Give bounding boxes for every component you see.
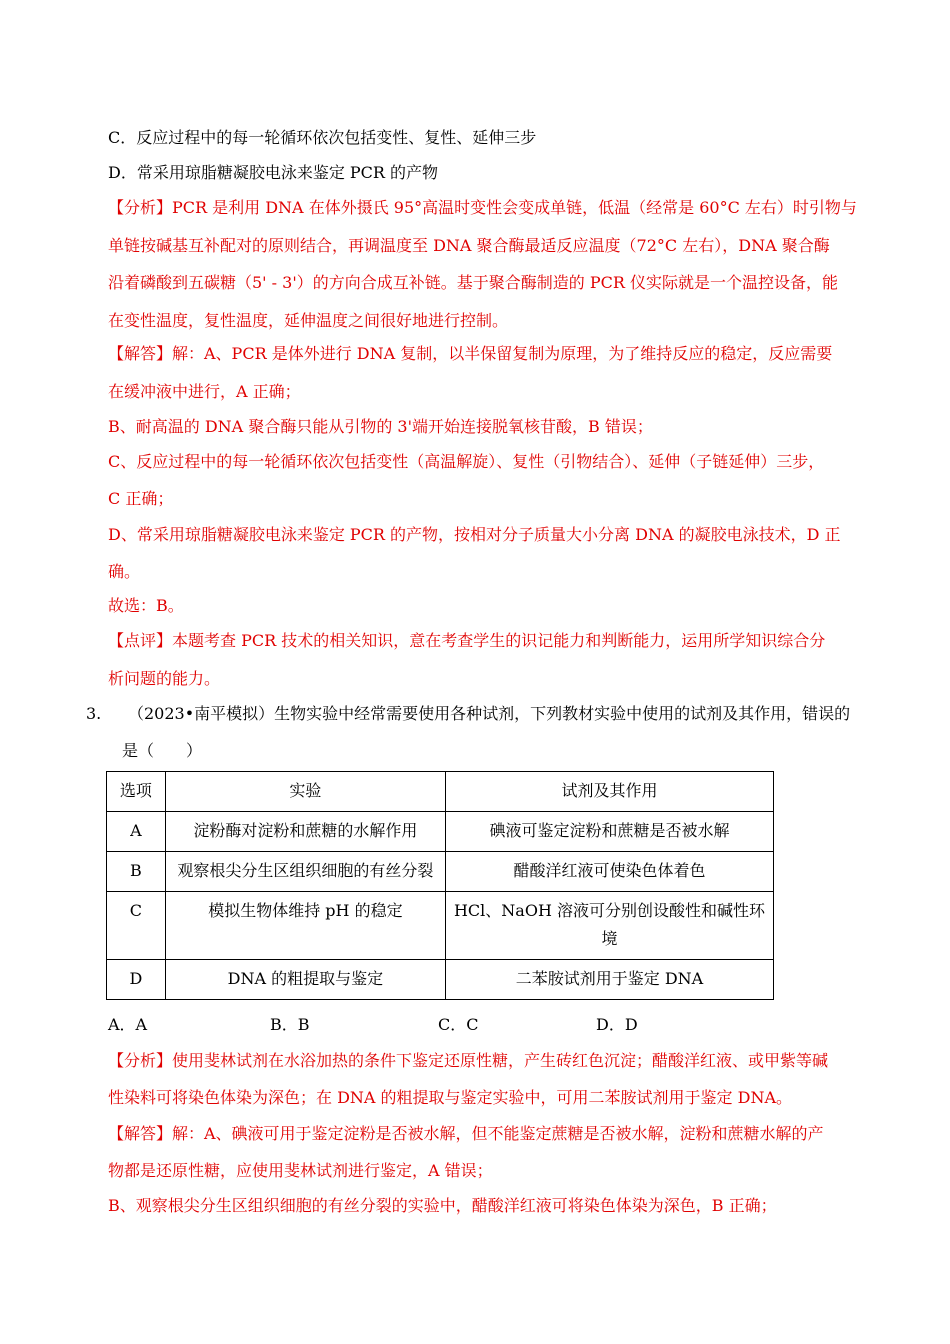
table-cell: B [130,861,142,880]
analysis-line: 【分析】使用斐林试剂在水浴加热的条件下鉴定还原性糖，产生砖红色沉淀；醋酸洋红液、或甲紫等碱 [108,1051,829,1070]
question-stem: （2023•南平模拟）生物实验中经常需要使用各种试剂，下列教材实验中使用的试剂及其作用，错误的 [128,704,851,723]
table-row [107,852,774,892]
table-row [107,892,774,960]
answer-line: 物都是还原性糖，应使用斐林试剂进行鉴定，A 错误； [108,1161,493,1180]
table-cell: 模拟生物体维持 pH 的稳定 [208,901,403,920]
answer-line: C、反应过程中的每一轮循环依次包括变性（高温解旋）、复性（引物结合）、延伸（子链延伸）三步， [108,452,825,471]
analysis-line: 在变性温度，复性温度，延伸温度之间很好地进行控制。 [108,311,509,330]
table-cell: 醋酸洋红液可使染色体着色 [513,861,706,880]
choice-d: D．D [596,1015,638,1034]
table-row [107,812,774,852]
header-cell: 试剂及其作用 [561,781,658,800]
choice-b: B．B [270,1015,310,1034]
comment-line: 析问题的能力。 [108,669,221,688]
answer-line: B、观察根尖分生区组织细胞的有丝分裂的实验中，醋酸洋红液可将染色体染为深色，B 正确； [108,1196,777,1215]
option-c-text: C．反应过程中的每一轮循环依次包括变性、复性、延伸三步 [108,128,537,147]
table-cell: C [129,901,143,920]
answer-line: 【解答】解：A、PCR 是体外进行 DNA 复制，以半保留复制为原理，为了维持反应的稳定，反应需要 [108,344,833,363]
table-header-row [107,772,774,812]
table-cell: 淀粉酶对淀粉和蔗糖的水解作用 [193,821,418,840]
analysis-line: 单链按碱基互补配对的原则结合，再调温度至 DNA 聚合酶最适反应温度（72°C 左右），DNA 聚合酶 [108,236,830,255]
table-cell-continued: 境 [601,929,618,948]
answer-line: C 正确； [108,489,174,508]
table-cell: 观察根尖分生区组织细胞的有丝分裂 [177,861,434,880]
answer-line: 【解答】解：A、碘液可用于鉴定淀粉是否被水解，但不能鉴定蔗糖是否被水解，淀粉和蔗糖水解的产 [108,1124,824,1143]
choice-c: C．C [438,1015,479,1034]
table-cell: HCl、NaOH 溶液可分别创设酸性和碱性环 [453,901,765,920]
table-cell: DNA 的粗提取与鉴定 [227,969,384,988]
options-table [106,771,774,1000]
answer-line: 在缓冲液中进行，A 正确； [108,382,301,401]
table-cell: A [130,821,142,840]
question-number: 3. [86,704,102,723]
question-stem: 是（ ） [122,741,203,760]
answer-line: D、常采用琼脂糖凝胶电泳来鉴定 PCR 的产物，按相对分子质量大小分离 DNA 的凝胶电泳技术，D 正 [108,525,841,544]
answer-line: B、耐高温的 DNA 聚合酶只能从引物的 3'端开始连接脱氧核苷酸，B 错误； [108,417,653,436]
table-cell: 二苯胺试剂用于鉴定 DNA [515,969,704,988]
comment-line: 【点评】本题考查 PCR 技术的相关知识，意在考查学生的识记能力和判断能力，运用所学知识综合分 [108,631,826,650]
choice-a: A．A [108,1015,148,1034]
header-cell: 选项 [119,781,152,800]
analysis-line: 沿着磷酸到五碳糖（5' - 3'）的方向合成互补链。基于聚合酶制造的 PCR 仪实际就是一个温控设备，能 [108,273,838,292]
analysis-line: 性染料可将染色体染为深色；在 DNA 的粗提取与鉴定实验中，可用二苯胺试剂用于鉴定 DNA。 [108,1088,793,1107]
option-d-text: D．常采用琼脂糖凝胶电泳来鉴定 PCR 的产物 [108,163,439,182]
analysis-line: 【分析】PCR 是利用 DNA 在体外摄氏 95°高温时变性会变成单链，低温（经常是 60°C 左右）时引物与 [108,198,857,217]
table-row [107,960,774,1000]
final-choice: 故选：B。 [108,596,184,615]
answer-line: 确。 [108,562,141,581]
header-cell: 实验 [289,781,322,800]
table-cell: 碘液可鉴定淀粉和蔗糖是否被水解 [489,821,730,840]
table-cell: D [129,969,143,988]
